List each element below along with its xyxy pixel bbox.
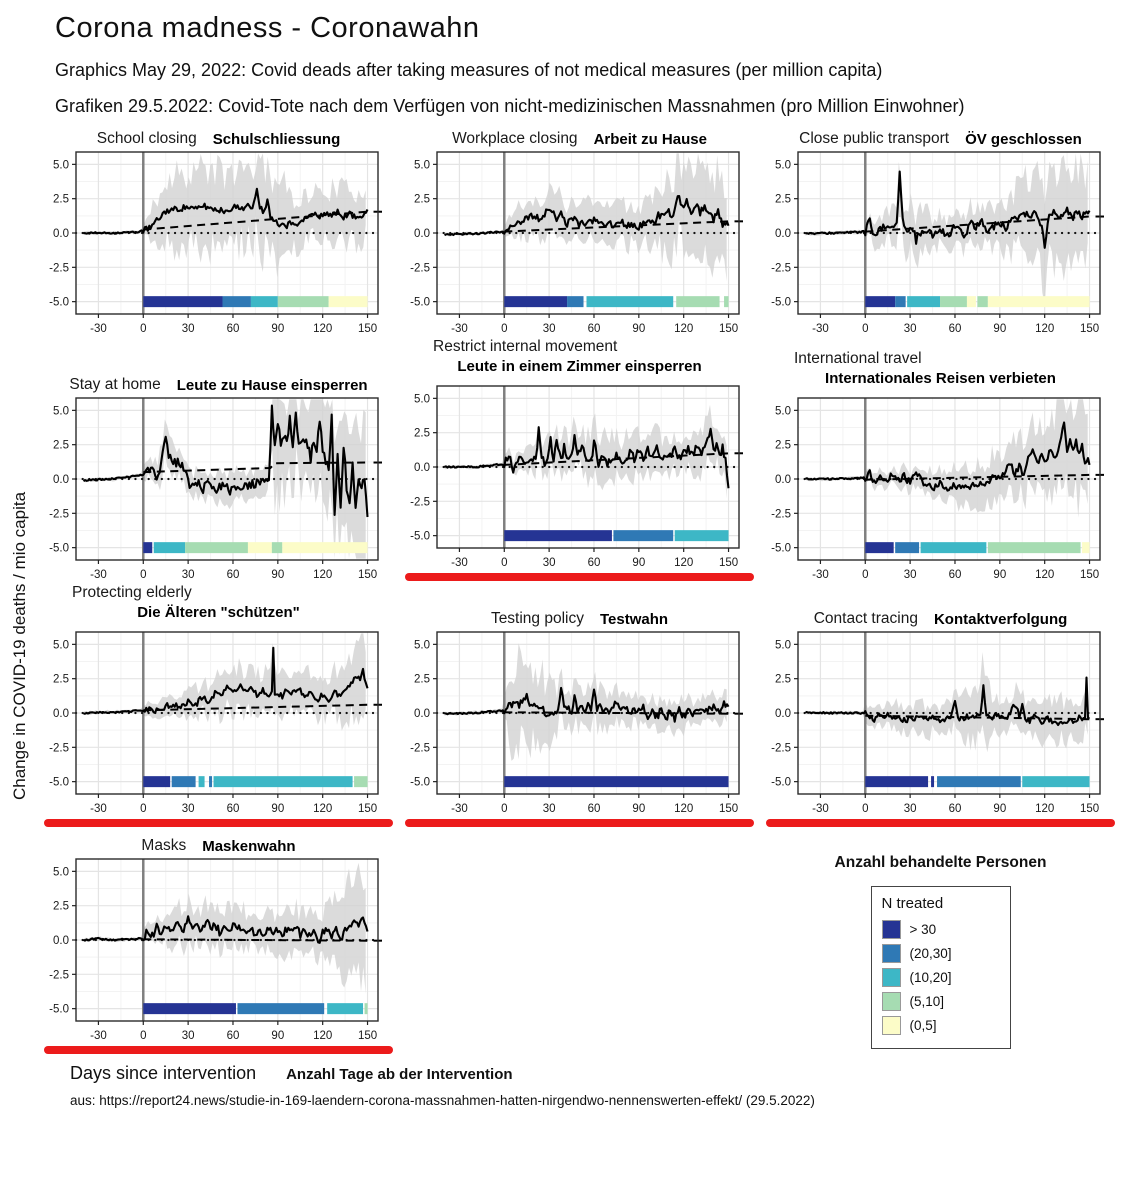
n-treated-strip-segment [185,542,248,553]
y-tick-label: 5.0 [775,405,791,418]
x-tick-label: 30 [903,569,917,581]
y-tick-label: 5.0 [53,159,69,172]
y-tick-label: -2.5 [49,262,69,275]
y-tick-label: -5.0 [771,542,791,555]
n-treated-strip-segment [143,1003,236,1014]
n-treated-strip-segment [865,542,893,553]
x-tick-label: 120 [313,569,333,581]
x-tick-label: -30 [812,323,829,335]
n-treated-strip-segment [988,296,1090,307]
panel-school [42,123,395,336]
n-treated-strip-segment [223,296,251,307]
y-tick-label: 0.0 [775,228,791,240]
y-tick-label: -2.5 [49,508,69,521]
y-tick-label: 0.0 [53,935,69,947]
n-treated-strip-segment [613,530,673,541]
x-tick-label: 150 [357,803,378,815]
panel-title-de: Die Älteren "schützen" [137,604,300,621]
n-treated-strip-segment [504,296,567,307]
y-tick-label: 2.5 [775,193,791,206]
panel-title-de: Leute zu Hause einsperren [176,377,368,394]
x-tick-label: 150 [718,803,739,815]
y-tick-label: 0.0 [414,228,430,240]
panel-travel [764,350,1117,582]
panel-title-travel [764,350,1117,394]
n-treated-strip-segment [172,776,196,787]
x-tick-label: 0 [501,803,508,815]
n-treated-strip-segment [327,1003,363,1014]
n-treated-strip-segment [940,296,967,307]
panel-title-en: School closing [96,130,197,147]
x-tick-label: 30 [181,323,195,335]
legend-swatch [882,992,901,1011]
n-treated-strip-segment [567,296,583,307]
red-underline [405,819,754,827]
panel-title-transport [764,123,1117,148]
n-treated-strip-segment [895,296,905,307]
x-tick-label: 30 [181,569,195,581]
y-tick-label: 2.5 [53,193,69,206]
y-tick-label: 2.5 [414,193,430,206]
x-tick-label: 90 [632,803,646,815]
y-tick-label: -2.5 [771,262,791,275]
n-treated-strip-segment [967,296,976,307]
y-tick-label: -5.0 [410,776,430,789]
panel-title-en: Contact tracing [813,610,918,627]
n-treated-strip-segment [248,542,272,553]
x-tick-label: 150 [1079,803,1100,815]
n-treated-strip-segment [931,776,934,787]
red-underline [44,819,393,827]
x-tick-label: -30 [90,323,107,335]
x-tick-label: 60 [226,569,240,581]
legend [764,830,1117,1049]
y-tick-label: 2.5 [414,673,430,686]
y-axis-label: Change in COVID-19 deaths / mio capita [10,491,29,800]
legend-item [882,992,1000,1011]
x-tick-label: 150 [357,323,378,335]
x-tick-label: 30 [181,1030,195,1042]
n-treated-strip-segment [251,296,278,307]
panel-title-de: Leute in einem Zimmer einsperren [457,358,702,375]
panel-title-de: Internationales Reisen verbieten [825,370,1056,387]
y-tick-label: -2.5 [410,262,430,275]
panel-title-de: Arbeit zu Hause [593,131,707,148]
x-tick-label: 60 [226,803,240,815]
n-treated-strip-segment [199,776,205,787]
chart-svg-masks [42,855,382,1043]
n-treated-strip-segment [921,542,987,553]
red-underline [405,573,754,581]
x-tick-label: 30 [903,323,917,335]
legend-item [882,1016,1000,1035]
x-tick-label: 0 [140,803,147,815]
y-tick-label: 5.0 [53,405,69,418]
n-treated-strip-segment [676,296,719,307]
n-treated-strip-segment [143,776,170,787]
n-treated-strip-segment [329,296,368,307]
panel-title-de: ÖV geschlossen [965,131,1082,148]
panel-title-en: Protecting elderly [72,584,192,601]
x-tick-label: -30 [90,569,107,581]
panel-title-en: Restrict internal movement [433,338,618,355]
y-tick-label: -2.5 [771,742,791,755]
y-tick-label: 2.5 [414,427,430,440]
x-tick-label: 120 [1035,803,1055,815]
x-tick-label: -30 [451,803,468,815]
panel-elderly [42,584,395,828]
legend-swatch [882,968,901,987]
y-tick-label: 5.0 [414,639,430,652]
x-tick-label: 90 [632,323,646,335]
x-tick-label: 90 [271,323,285,335]
panel-tracing [764,603,1117,828]
legend-item [882,920,1000,939]
panel-title-en: Workplace closing [452,130,578,147]
legend-title: N treated [881,895,944,912]
n-treated-strip-segment [504,776,728,787]
y-tick-label: 0.0 [53,708,69,720]
n-treated-strip-segment [237,1003,324,1014]
legend-box [871,886,1011,1049]
panel-title-en: Testing policy [490,610,584,627]
x-tick-label: 90 [271,1030,285,1042]
y-tick-label: -5.0 [49,1003,69,1016]
x-tick-label: 90 [271,803,285,815]
chart-svg-elderly [42,628,382,816]
x-tick-label: 60 [948,803,962,815]
x-tick-label: 120 [313,323,333,335]
panel-title-restrict [403,338,756,382]
y-tick-label: 5.0 [53,866,69,879]
x-tick-label: 0 [140,569,147,581]
chart-svg-workplace [403,148,743,336]
n-treated-strip-segment [895,542,919,553]
legend-swatch [882,944,901,963]
panel-title-stay [42,369,395,394]
figure-title: Corona madness - Coronawahn [55,12,480,44]
n-treated-strip-segment [354,776,367,787]
x-tick-label: 0 [862,803,869,815]
x-tick-label: 90 [632,557,646,569]
panels-row-3 [42,584,1140,828]
x-tick-label: -30 [812,803,829,815]
x-tick-label: -30 [90,803,107,815]
x-axis-labels [0,1063,1140,1084]
n-treated-strip-segment [143,542,152,553]
legend-swatch [882,920,901,939]
panel-title-de: Testwahn [599,611,669,628]
n-treated-strip-segment [977,296,987,307]
x-tick-label: 120 [674,323,694,335]
n-treated-strip-segment [1022,776,1089,787]
n-treated-strip-segment [504,530,612,541]
y-tick-label: -5.0 [49,296,69,309]
y-tick-label: -5.0 [771,776,791,789]
y-tick-label: 2.5 [53,673,69,686]
figure-subtitle-en: Graphics May 29, 2022: Covid deads after taking measures of not medical measures (per million capita) [55,60,883,80]
y-tick-label: -2.5 [49,742,69,755]
panels-grid [0,123,1140,1055]
panel-title-tracing [764,603,1117,628]
n-treated-strip-segment [154,542,185,553]
x-tick-label: -30 [451,323,468,335]
panels-row-4 [42,830,1140,1055]
n-treated-strip-segment [988,542,1081,553]
legend-item-label: > 30 [909,922,937,937]
y-tick-label: -2.5 [771,508,791,521]
n-treated-strip-segment [865,776,928,787]
y-tick-label: -5.0 [49,776,69,789]
panel-title-de: Schulschliessung [212,131,341,148]
n-treated-strip-segment [937,776,1021,787]
x-tick-label: 90 [993,569,1007,581]
y-tick-label: 2.5 [53,900,69,913]
chart-svg-tracing [764,628,1104,816]
panel-title-de: Kontaktverfolgung [933,611,1068,628]
x-tick-label: 120 [1035,323,1055,335]
x-tick-label: 0 [140,323,147,335]
legend-item-label: (20,30] [909,946,952,961]
x-tick-label: 60 [587,803,601,815]
y-tick-label: 0.0 [414,708,430,720]
panel-title-workplace [403,123,756,148]
n-treated-strip-segment [907,296,940,307]
chart-svg-testing [403,628,743,816]
y-tick-label: 2.5 [775,673,791,686]
x-axis-label-en: Days since intervention [70,1063,257,1083]
y-tick-label: -5.0 [771,296,791,309]
y-tick-label: 0.0 [53,474,69,486]
n-treated-strip-segment [143,296,222,307]
panel-title-en: Masks [141,837,187,854]
x-tick-label: 150 [1079,323,1100,335]
x-tick-label: -30 [451,557,468,569]
panel-workplace [403,123,756,336]
y-tick-label: -5.0 [410,296,430,309]
y-tick-label: 5.0 [414,393,430,406]
legend-item-label: (10,20] [909,970,952,985]
n-treated-strip-segment [1082,542,1089,553]
x-tick-label: 30 [542,323,556,335]
x-tick-label: 120 [1035,569,1055,581]
panel-title-testing [403,603,756,628]
figure-header [0,0,1140,117]
panel-restrict [403,338,756,582]
x-tick-label: 90 [271,569,285,581]
x-tick-label: 150 [718,323,739,335]
n-treated-strip-segment [865,296,895,307]
x-tick-label: 120 [313,803,333,815]
panel-stay [42,369,395,582]
y-tick-label: -5.0 [49,542,69,555]
panel-title-en: International travel [794,350,922,367]
panel-title-school [42,123,395,148]
legend-item-label: (0,5] [909,1018,937,1033]
x-tick-label: 60 [226,323,240,335]
n-treated-strip-segment [365,1003,368,1014]
y-tick-label: -5.0 [410,530,430,543]
legend-swatch [882,1016,901,1035]
x-tick-label: 60 [587,323,601,335]
y-tick-label: 0.0 [414,462,430,474]
x-tick-label: 0 [862,323,869,335]
source-note: aus: https://report24.news/studie-in-169-laendern-corona-massnahmen-hatten-nirgendwo-nennenswerten-effekt/ (29.5.2022) [70,1093,815,1108]
n-treated-strip-segment [724,296,728,307]
x-tick-label: 0 [501,557,508,569]
x-tick-label: 120 [674,557,694,569]
y-tick-label: 5.0 [775,159,791,172]
n-treated-strip-segment [282,542,367,553]
n-treated-strip-segment [209,776,212,787]
x-tick-label: 30 [542,803,556,815]
x-tick-label: 60 [226,1030,240,1042]
panel-transport [764,123,1117,336]
x-tick-label: -30 [812,569,829,581]
y-tick-label: 5.0 [53,639,69,652]
x-tick-label: 120 [313,1030,333,1042]
y-tick-label: -2.5 [410,496,430,509]
x-tick-label: 30 [181,803,195,815]
n-treated-strip-segment [587,296,674,307]
x-tick-label: 90 [993,323,1007,335]
chart-svg-school [42,148,382,336]
x-tick-label: 150 [1079,569,1100,581]
y-tick-label: -2.5 [410,742,430,755]
figure-subtitle-de: Grafiken 29.5.2022: Covid-Tote nach dem Verfügen von nicht-medizinischen Massnahmen (pro Million Einwohner) [55,96,965,116]
x-tick-label: -30 [90,1030,107,1042]
chart-svg-travel [764,394,1104,582]
chart-svg-stay [42,394,382,582]
chart-svg-transport [764,148,1104,336]
x-tick-label: 150 [357,1030,378,1042]
x-tick-label: 60 [948,323,962,335]
x-tick-label: 0 [862,569,869,581]
x-tick-label: 0 [501,323,508,335]
panel-title-en: Close public transport [799,130,950,147]
y-tick-label: 0.0 [775,708,791,720]
red-underline [44,1046,393,1054]
n-treated-strip-segment [272,542,282,553]
x-tick-label: 60 [587,557,601,569]
panel-title-de: Maskenwahn [202,838,296,855]
y-tick-label: 0.0 [53,228,69,240]
trend-dashed-line [143,939,367,940]
y-tick-label: 2.5 [775,439,791,452]
y-tick-label: 0.0 [775,474,791,486]
x-axis-label-de: Anzahl Tage ab der Intervention [286,1066,513,1083]
x-tick-label: 90 [993,803,1007,815]
y-tick-label: 2.5 [53,439,69,452]
x-tick-label: 60 [948,569,962,581]
panel-masks [42,830,395,1055]
panels-row-2 [42,338,1140,582]
panel-title-en: Stay at home [69,376,161,393]
x-tick-label: 150 [357,569,378,581]
panel-testing [403,603,756,828]
n-treated-strip-segment [675,530,729,541]
legend-item [882,968,1000,987]
y-tick-label: 5.0 [414,159,430,172]
x-tick-label: 120 [674,803,694,815]
chart-svg-restrict [403,382,743,570]
legend-item-label: (5,10] [909,994,945,1009]
panel-title-masks [42,830,395,855]
n-treated-strip-segment [278,296,329,307]
red-underline [766,819,1115,827]
n-treated-strip-segment [214,776,353,787]
x-tick-label: 0 [140,1030,147,1042]
x-tick-label: 30 [542,557,556,569]
y-tick-label: 5.0 [775,639,791,652]
y-tick-label: -2.5 [49,969,69,982]
panels-row-1 [42,123,1140,336]
legend-heading: Anzahl behandelte Personen [834,854,1047,871]
panel-title-elderly [42,584,395,628]
x-tick-label: 30 [903,803,917,815]
x-tick-label: 150 [718,557,739,569]
legend-item [882,944,1000,963]
